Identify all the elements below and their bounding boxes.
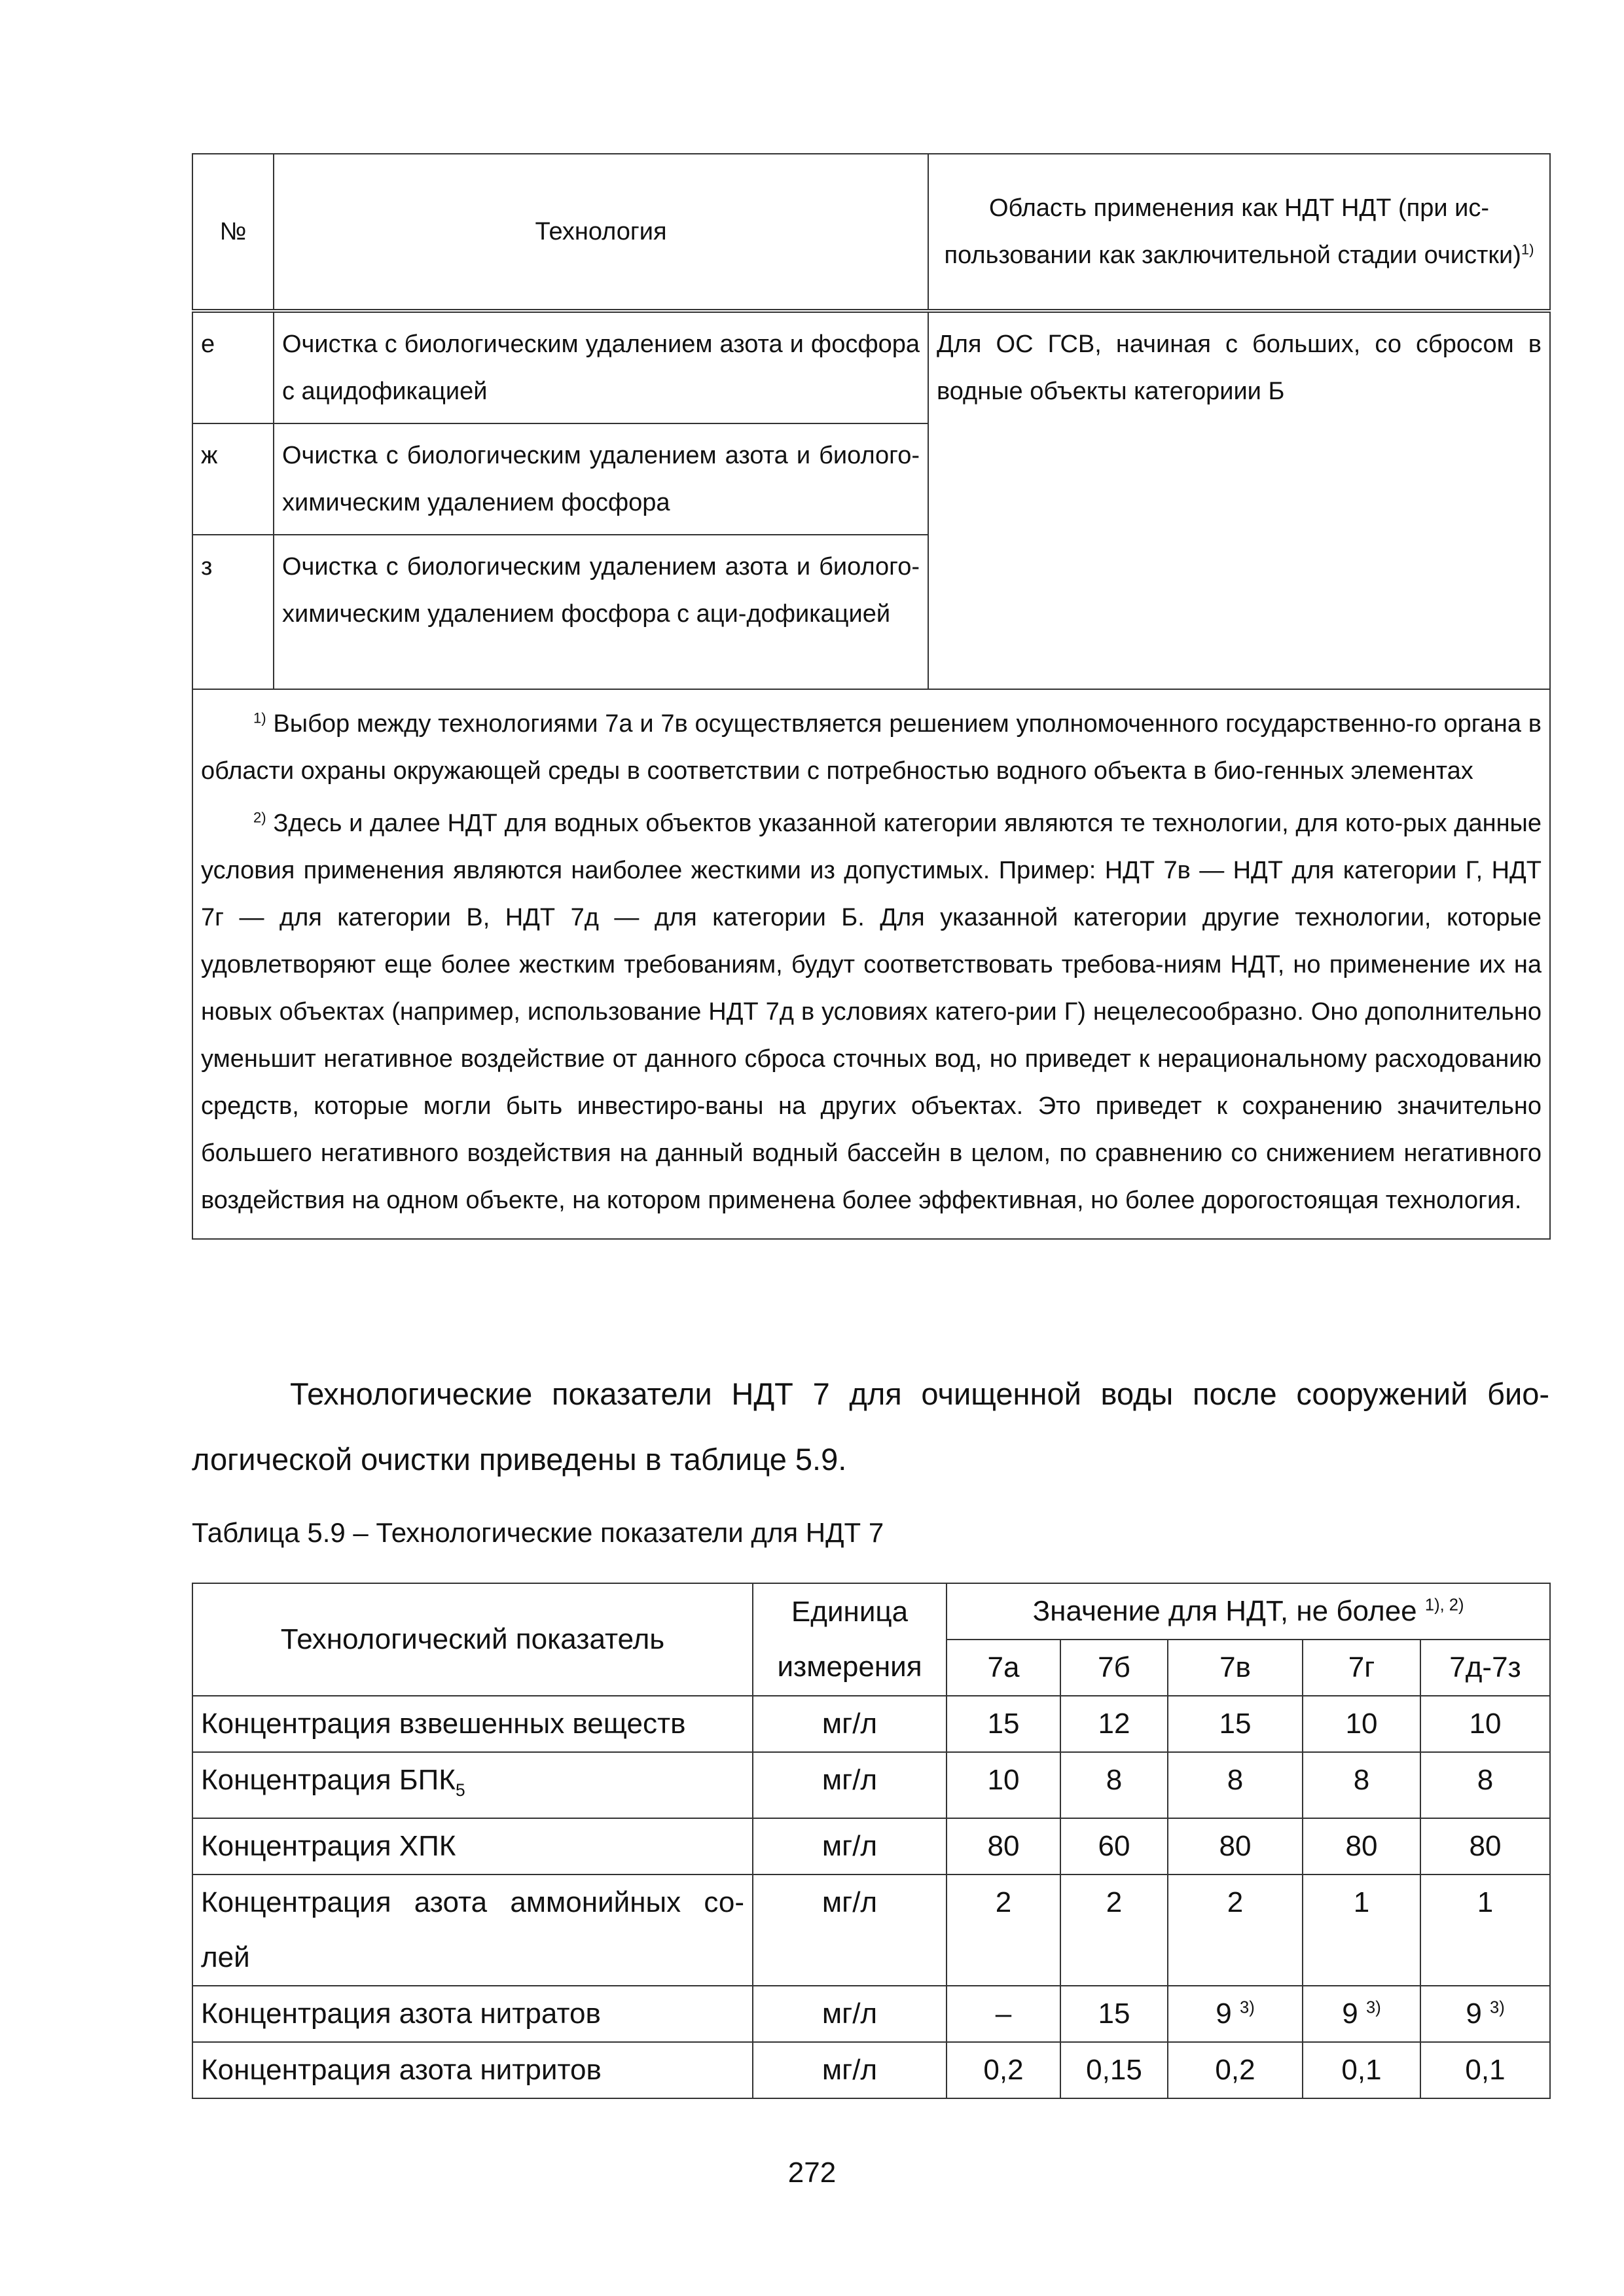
footnote-marker: 1) <box>253 709 266 726</box>
value-cell: 12 <box>1060 1696 1168 1752</box>
table-row <box>192 311 1550 423</box>
value-cell: 1 <box>1420 1874 1550 1986</box>
page-number: 272 <box>787 2157 837 2189</box>
table-row <box>192 1752 1550 1818</box>
value-cell: 8 <box>1060 1752 1168 1818</box>
unit-cell: мг/л <box>753 1818 947 1874</box>
footnote-marker: 2) <box>253 809 266 826</box>
value-cell: 9 $^{3)}$ <box>1168 1986 1303 2042</box>
value-cell: 9 $^{3)}$ <box>1420 1986 1550 2042</box>
notes-row <box>192 689 1550 1239</box>
value-cell: 10 <box>947 1752 1060 1818</box>
footnote-ref: 1), 2) <box>1424 1596 1464 1615</box>
footnote-2 <box>201 800 1542 1224</box>
header-col-7v: 7в <box>1168 1640 1303 1696</box>
header-unit: Единица измерения <box>753 1583 947 1696</box>
footnote-ref: 3) <box>1366 1998 1381 2017</box>
unit-cell: мг/л <box>753 2042 947 2098</box>
value-cell: 8 <box>1168 1752 1303 1818</box>
table-row <box>192 2042 1550 2098</box>
footnote-ref: 3) <box>1490 1998 1505 2017</box>
value-cell: 80 <box>1420 1818 1550 1874</box>
value-cell: 15 <box>947 1696 1060 1752</box>
table-header-row <box>192 1583 1550 1640</box>
indicator-name: Концентрация взвешенных веществ <box>192 1696 753 1752</box>
value-cell: 2 <box>1168 1874 1303 1986</box>
value-cell: 0,1 <box>1420 2042 1550 2098</box>
header-indicator: Технологический показатель <box>192 1583 753 1696</box>
indicator-name: Концентрация азота аммонийных со-лей <box>192 1874 753 1986</box>
header-col-7g: 7г <box>1303 1640 1420 1696</box>
unit-cell: мг/л <box>753 1752 947 1818</box>
scope-cell: Для ОС ГСВ, начиная с больших, со сбросом в водные объекты категориии Б <box>928 311 1550 689</box>
row-number: ж <box>192 423 274 535</box>
unit-cell: мг/л <box>753 1696 947 1752</box>
value-cell: 60 <box>1060 1818 1168 1874</box>
value-cell: 8 <box>1420 1752 1550 1818</box>
technology-scope-table <box>192 153 1551 1240</box>
header-col-7d-7z: 7д-7з <box>1420 1640 1550 1696</box>
value-cell: 2 <box>1060 1874 1168 1986</box>
table-header-row <box>192 154 1550 311</box>
unit-cell: мг/л <box>753 1986 947 2042</box>
value-cell: 0,2 <box>947 2042 1060 2098</box>
row-number: е <box>192 311 274 423</box>
table-row <box>192 1696 1550 1752</box>
value-cell: 0,1 <box>1303 2042 1420 2098</box>
table-caption: Таблица 5.9 – Технологические показатели для НДТ 7 <box>192 1517 884 1548</box>
header-col-7a: 7а <box>947 1640 1060 1696</box>
body-paragraph: Технологические показатели НДТ 7 для очищенной воды после сооружений био-логической очистки приведены в таблице 5.9. <box>192 1376 1549 1477</box>
table-row <box>192 1986 1550 2042</box>
value-cell: 1 <box>1303 1874 1420 1986</box>
indicator-name: Концентрация азота нитритов <box>192 2042 753 2098</box>
unit-cell: мг/л <box>753 1874 947 1986</box>
table-row <box>192 1874 1550 1986</box>
value-cell: 10 <box>1303 1696 1420 1752</box>
footnote-ref: 1) <box>1521 241 1534 258</box>
header-col-7b: 7б <box>1060 1640 1168 1696</box>
indicator-name: Концентрация ХПК <box>192 1818 753 1874</box>
subscript: 5 <box>455 1780 465 1800</box>
row-number: з <box>192 535 274 689</box>
table-row <box>192 1818 1550 1874</box>
value-cell: 2 <box>947 1874 1060 1986</box>
value-cell: 10 <box>1420 1696 1550 1752</box>
value-cell: 0,15 <box>1060 2042 1168 2098</box>
value-cell: 80 <box>947 1818 1060 1874</box>
value-cell: 8 <box>1303 1752 1420 1818</box>
indicator-name: Концентрация азота нитратов <box>192 1986 753 2042</box>
header-technology: Технология <box>274 154 928 311</box>
row-technology: Очистка с биологическим удалением азота и биолого-химическим удалением фосфора с аци-дофикацией <box>274 535 928 689</box>
header-number: № <box>192 154 274 311</box>
value-cell: 15 <box>1168 1696 1303 1752</box>
indicators-table <box>192 1583 1551 2099</box>
table-notes <box>192 689 1550 1239</box>
header-value: Значение для НДТ, не более $^{1), 2)}$ <box>947 1583 1550 1640</box>
value-cell: 0,2 <box>1168 2042 1303 2098</box>
indicator-name: Концентрация $БПК_5$ <box>192 1752 753 1818</box>
footnote-text: Выбор между технологиями 7а и 7в осуществляется решением уполномоченного государственно-го органа в области охраны окружающей среды в соответствии с потребностью водного объекта в био-генных элементах <box>201 710 1542 785</box>
row-technology: Очистка с биологическим удалением азота и фосфора с ацидофикацией <box>274 311 928 423</box>
footnote-ref: 3) <box>1240 1998 1255 2017</box>
footnote-1 <box>201 700 1542 795</box>
value-cell: 80 <box>1303 1818 1420 1874</box>
footnote-text: Здесь и далее НДТ для водных объектов указанной категории являются те технологии, для кото-рых данные условия применения являются наиболее жесткими из допустимых. Пример: НДТ 7в — НДТ для категории Г, НДТ 7г — для категории В, НДТ 7д — для категории Б. Для указанной категории другие технологии, которые удовлетворяют еще более жестким требованиям, будут соответствовать требова-ниям НДТ, но применение их на новых объектах (например, использование НДТ 7д в условиях катего-рии Г) нецелесообразно. Оно дополнительно уменьшит негативное воздействие от данного сброса сточных вод, но приведет к нерациональному расходованию средств, которые могли быть инвестиро-ваны на других объектах. Это приведет к сохранению значительно большего негативного воздействия на данный водный бассейн в целом, по сравнению со снижением негативного воздействия на одном объекте, на котором применена более эффективная, но более дорогостоящая технология. <box>201 810 1542 1214</box>
row-technology: Очистка с биологическим удалением азота и биолого-химическим удалением фосфора <box>274 423 928 535</box>
value-cell: 15 <box>1060 1986 1168 2042</box>
header-scope: Область применения как НДТ НДТ (при ис-пользовании как заключительной стадии очистки)$^{1)}$ <box>928 154 1550 311</box>
value-cell: 9 $^{3)}$ <box>1303 1986 1420 2042</box>
value-cell: – <box>947 1986 1060 2042</box>
value-cell: 80 <box>1168 1818 1303 1874</box>
